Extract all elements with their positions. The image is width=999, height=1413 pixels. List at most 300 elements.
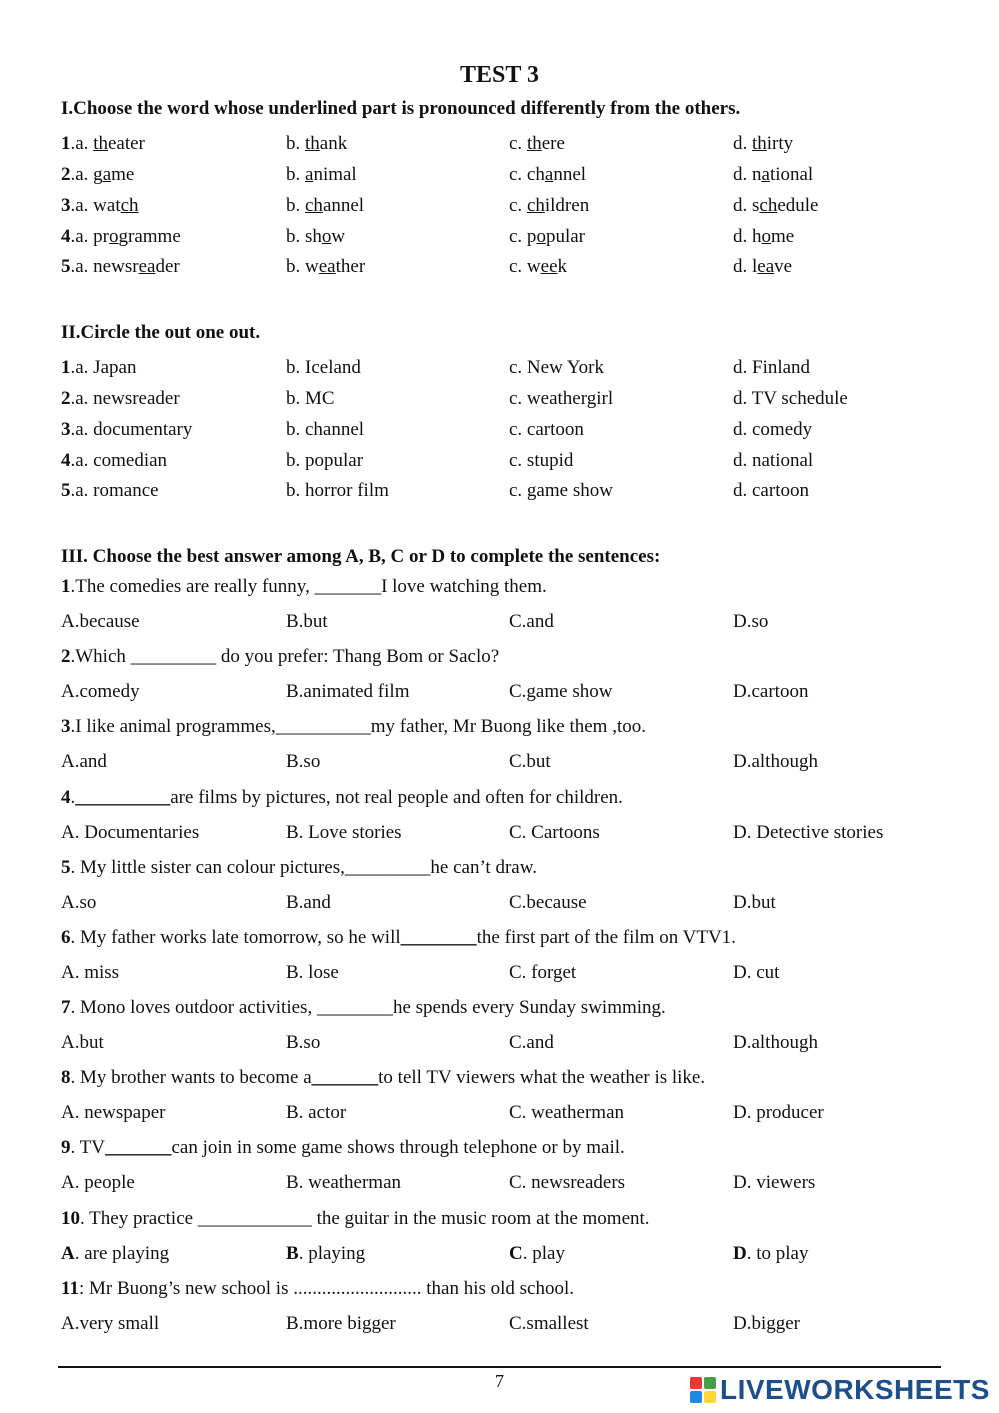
option-text: A.but [61, 1032, 104, 1053]
option-text: d. national [733, 450, 814, 471]
underlined-sound: ea [138, 256, 156, 277]
underlined-sound: o [321, 226, 332, 247]
option-text: irty [766, 133, 794, 154]
option[interactable]: 4.a. comedian [61, 450, 168, 471]
option-text: a. g [75, 164, 103, 185]
option-text: k [557, 256, 568, 277]
option-letter: D [733, 1243, 747, 1264]
underlined-sound: ea [757, 256, 775, 277]
question-number: 4 [61, 226, 71, 247]
question-separator: . [70, 576, 76, 597]
logo-square-yellow [704, 1391, 716, 1403]
option-text: B.more bigger [286, 1313, 396, 1334]
option-text: c. ch [509, 164, 545, 185]
answer-option[interactable] [509, 1313, 589, 1335]
option-text: . playing [298, 1243, 366, 1264]
question-text [61, 1137, 625, 1159]
question-row [61, 388, 961, 414]
logo-square-blue [690, 1391, 702, 1403]
option[interactable]: 3.a. documentary [61, 419, 193, 440]
option-text: a. newsreader [75, 388, 180, 409]
answer-option[interactable] [733, 751, 818, 773]
option[interactable] [509, 357, 604, 379]
option-letter: B [286, 1243, 299, 1264]
option-text: b. [286, 195, 305, 216]
question-stem: than his old school. [421, 1278, 575, 1299]
option[interactable] [509, 226, 585, 248]
underlined-sound: a [544, 164, 554, 185]
option-text: d. TV schedule [733, 388, 848, 409]
underlined-sound: a [102, 164, 112, 185]
answer-option[interactable] [733, 962, 779, 984]
underlined-sound: ch [120, 195, 139, 216]
option[interactable] [286, 480, 389, 502]
question-number: 2 [61, 164, 71, 185]
question-text [61, 857, 537, 879]
question-text [61, 927, 736, 949]
option-text: gramme [118, 226, 181, 247]
option-letter: A [61, 1243, 75, 1264]
option[interactable] [733, 450, 813, 472]
question-number: 4 [61, 787, 71, 808]
option-text: d. Finland [733, 357, 811, 378]
question-stem: do you prefer: Thang Bom or Saclo? [216, 646, 500, 667]
option[interactable]: 1.a. Japan [61, 357, 137, 378]
question-stem: can join in some game shows through telephone or by mail. [171, 1137, 625, 1158]
answer-option[interactable] [509, 1032, 554, 1054]
option-text: ere [541, 133, 565, 154]
option-text: B.but [286, 611, 328, 632]
option-text: a. pr [75, 226, 110, 247]
answer-option[interactable] [733, 822, 883, 844]
answer-options-row [61, 1102, 961, 1128]
option-text: d. cartoon [733, 480, 809, 501]
underlined-sound: o [536, 226, 546, 247]
option[interactable] [286, 388, 335, 410]
option[interactable]: 5.a. newsreader [61, 256, 180, 277]
question-number: 11 [61, 1278, 79, 1299]
section-2-heading: II.Circle the out one out. [61, 322, 261, 343]
answer-options-row [61, 822, 961, 848]
question-number: 6 [61, 927, 71, 948]
answer-option[interactable] [509, 822, 600, 844]
option-text: a. [75, 133, 94, 154]
logo-square-green [704, 1377, 716, 1389]
option-text: D. producer [733, 1102, 824, 1123]
option-text: ildren [544, 195, 590, 216]
answer-option[interactable] [61, 611, 140, 633]
question-stem: Which [75, 646, 131, 667]
option-text: A.very small [61, 1313, 160, 1334]
question-number: 5 [61, 857, 71, 878]
option-text: B. actor [286, 1102, 347, 1123]
question-separator: . [70, 857, 80, 878]
question-row [61, 226, 961, 252]
option-text: c. stupid [509, 450, 574, 471]
underlined-sound: ch [305, 195, 323, 216]
option-text: ther [335, 256, 366, 277]
answer-option[interactable] [286, 681, 409, 703]
question-row [61, 357, 961, 383]
question-text [61, 716, 646, 738]
option-text: A.and [61, 751, 107, 772]
question-text [61, 646, 499, 668]
option-text: D.although [733, 751, 818, 772]
option[interactable]: 2.a. newsreader [61, 388, 180, 409]
question-number: 4 [61, 450, 71, 471]
question-separator: . [70, 716, 76, 737]
option[interactable] [733, 419, 812, 441]
answer-blank: __________ [75, 787, 171, 808]
option-text: b. [286, 133, 305, 154]
answer-blank: _________ [130, 646, 217, 667]
answer-options-row [61, 892, 961, 918]
option-text: B.animated film [286, 681, 410, 702]
option[interactable] [509, 450, 573, 472]
option-text: b. w [286, 256, 319, 277]
option-text: der [155, 256, 180, 277]
option-text: C.but [509, 751, 551, 772]
option[interactable] [733, 357, 810, 379]
answer-option[interactable] [509, 1102, 624, 1124]
answer-option[interactable] [61, 681, 140, 703]
question-row [61, 450, 961, 476]
option-text: c. [509, 195, 527, 216]
question-stem: My father works late tomorrow, so he will [80, 927, 401, 948]
question-row [61, 256, 961, 282]
brand-name: LIVEWORKSHEETS [720, 1374, 990, 1405]
option[interactable] [733, 164, 813, 186]
answer-option[interactable] [733, 892, 776, 914]
answer-blank: ____________ [197, 1208, 312, 1229]
option-text: B. lose [286, 962, 339, 983]
option[interactable]: 2.a. game [61, 164, 135, 185]
question-number: 7 [61, 997, 71, 1018]
liveworksheets-logo[interactable] [690, 1374, 990, 1406]
option-text: tional [769, 164, 814, 185]
question-stem: Mono loves outdoor activities, [80, 997, 317, 1018]
answer-option[interactable] [733, 611, 768, 633]
answer-option[interactable] [286, 1313, 396, 1335]
answer-option[interactable] [286, 611, 328, 633]
option-text: me [111, 164, 135, 185]
underlined-sound: a [761, 164, 770, 185]
answer-option[interactable] [286, 1102, 346, 1124]
answer-option[interactable] [61, 1172, 135, 1194]
underlined-sound: o [109, 226, 119, 247]
question-text [61, 787, 623, 809]
option-text: D.although [733, 1032, 818, 1053]
option-text: annel [322, 195, 365, 216]
option-text: d. l [733, 256, 758, 277]
option-text: D. Detective stories [733, 822, 884, 843]
option-text: c. weathergirl [509, 388, 614, 409]
question-stem: TV [79, 1137, 105, 1158]
option-text: b. [286, 164, 305, 185]
option-text: . play [522, 1243, 565, 1264]
answer-option[interactable] [61, 1102, 165, 1124]
question-stem: the guitar in the music room at the moment. [311, 1208, 650, 1229]
option[interactable] [733, 226, 794, 248]
answer-blank: _______ [311, 1067, 379, 1088]
answer-blank: ________ [316, 997, 393, 1018]
option[interactable] [286, 450, 363, 472]
answer-option[interactable] [286, 1172, 401, 1194]
answer-option[interactable] [733, 1102, 824, 1124]
question-separator: . [80, 1208, 90, 1229]
option-text: C. Cartoons [509, 822, 600, 843]
question-stem: Mr Buong’s new school is [88, 1278, 294, 1299]
question-separator: . [70, 787, 76, 808]
answer-option[interactable] [286, 1243, 365, 1265]
option-text: c. p [509, 226, 537, 247]
answer-option[interactable] [286, 892, 331, 914]
option-text: b. channel [286, 419, 365, 440]
option-text: c. w [509, 256, 541, 277]
answer-option[interactable] [733, 681, 808, 703]
option-text: d. n [733, 164, 762, 185]
underlined-sound: th [305, 133, 320, 154]
option-text: . to play [746, 1243, 809, 1264]
option-text: A. people [61, 1172, 135, 1193]
answer-option[interactable] [509, 751, 551, 773]
option[interactable] [733, 195, 819, 217]
question-separator: . [70, 1067, 80, 1088]
answer-option[interactable] [509, 1172, 625, 1194]
footer-divider [58, 1366, 941, 1368]
answer-option[interactable] [509, 681, 612, 703]
answer-options-row [61, 1032, 961, 1058]
option[interactable] [286, 419, 364, 441]
option[interactable] [733, 133, 793, 155]
question-stem: My little sister can colour pictures, [80, 857, 345, 878]
answer-option[interactable] [286, 1032, 320, 1054]
option-text: c. game show [509, 480, 613, 501]
option[interactable] [286, 164, 357, 186]
question-stem: are films by pictures, not real people and often for children. [170, 787, 623, 808]
answer-option[interactable] [61, 1313, 159, 1335]
option-text: C.game show [509, 681, 613, 702]
question-stem: I like animal programmes, [75, 716, 276, 737]
answer-option[interactable] [61, 962, 119, 984]
question-stem: he can’t draw. [430, 857, 537, 878]
question-stem: The comedies are really funny, [75, 576, 315, 597]
option-text: D. viewers [733, 1172, 816, 1193]
question-number: 1 [61, 576, 71, 597]
option[interactable]: 3.a. watch [61, 195, 139, 216]
option-text: A. Documentaries [61, 822, 200, 843]
answer-options-row [61, 1172, 961, 1198]
option[interactable] [286, 357, 361, 379]
question-number: 9 [61, 1137, 71, 1158]
question-separator: . [70, 927, 80, 948]
answer-option[interactable] [509, 611, 554, 633]
option[interactable] [509, 419, 584, 441]
answer-options-row [61, 611, 961, 637]
answer-option[interactable] [733, 1243, 808, 1265]
option-text: C.and [509, 1032, 554, 1053]
answer-option[interactable] [61, 892, 96, 914]
option-text: C. weatherman [509, 1102, 625, 1123]
option[interactable] [733, 388, 848, 410]
question-number: 1 [61, 133, 71, 154]
option-text: b. MC [286, 388, 335, 409]
option-text: D.bigger [733, 1313, 801, 1334]
option-text: C.because [509, 892, 587, 913]
option-text: d. comedy [733, 419, 813, 440]
answer-option[interactable] [286, 962, 339, 984]
answer-blank: _______ [314, 576, 382, 597]
option-text: B.so [286, 751, 321, 772]
option-text: nnel [553, 164, 587, 185]
option-text: C. newsreaders [509, 1172, 626, 1193]
option-text: D.cartoon [733, 681, 809, 702]
option-text: ank [319, 133, 348, 154]
option-text: D. cut [733, 962, 780, 983]
question-row [61, 419, 961, 445]
option-text: d. h [733, 226, 762, 247]
answer-options-row [61, 681, 961, 707]
underlined-sound: th [526, 133, 542, 154]
option-text: c. cartoon [509, 419, 584, 440]
option[interactable] [733, 256, 792, 278]
question-row [61, 195, 961, 221]
option-text: C.smallest [509, 1313, 589, 1334]
question-number: 2 [61, 388, 71, 409]
underlined-sound: ch [526, 195, 545, 216]
answer-option[interactable] [509, 892, 587, 914]
question-number: 3 [61, 195, 71, 216]
question-row [61, 480, 961, 506]
answer-option[interactable] [286, 822, 402, 844]
answer-options-row [61, 962, 961, 988]
option-text: b. sh [286, 226, 322, 247]
underlined-sound: ea [318, 256, 336, 277]
option[interactable] [286, 256, 365, 278]
option-text: D.so [733, 611, 769, 632]
answer-option[interactable] [733, 1032, 818, 1054]
option-text: c. New York [509, 357, 604, 378]
option-text: me [771, 226, 795, 247]
option-text: pular [545, 226, 585, 247]
question-separator: . [70, 1137, 80, 1158]
option-text: A.comedy [61, 681, 140, 702]
answer-option[interactable] [509, 1243, 565, 1265]
answer-option[interactable] [61, 751, 107, 773]
option-text: D.but [733, 892, 776, 913]
answer-option[interactable] [61, 1032, 104, 1054]
option-text: B. Love stories [286, 822, 402, 843]
question-stem: I love watching them. [381, 576, 547, 597]
option-text: eater [107, 133, 145, 154]
question-number: 10 [61, 1208, 80, 1229]
option-text: B.and [286, 892, 331, 913]
logo-square-red [690, 1377, 702, 1389]
option-text: b. Iceland [286, 357, 361, 378]
question-stem: to tell TV viewers what the weather is like. [378, 1067, 706, 1088]
page-number: 7 [495, 1371, 504, 1391]
option-text: ve [774, 256, 793, 277]
option[interactable] [509, 256, 567, 278]
option-letter: C [509, 1243, 523, 1264]
option-text: d. s [733, 195, 760, 216]
option[interactable] [509, 133, 565, 155]
question-number: 5 [61, 480, 71, 501]
question-number: 2 [61, 646, 71, 667]
option[interactable]: 5.a. romance [61, 480, 159, 501]
option-text: A.because [61, 611, 140, 632]
answer-option[interactable] [61, 822, 199, 844]
option-text: b. horror film [286, 480, 389, 501]
question-number: 1 [61, 357, 71, 378]
question-stem: They practice [89, 1208, 198, 1229]
underlined-sound: o [761, 226, 771, 247]
answer-option[interactable] [286, 751, 320, 773]
question-stem: My brother wants to become a [80, 1067, 312, 1088]
option[interactable] [509, 388, 613, 410]
option[interactable] [286, 133, 347, 155]
option[interactable] [286, 226, 345, 248]
option[interactable] [509, 480, 613, 502]
option[interactable]: 4.a. programme [61, 226, 181, 247]
option-text: b. popular [286, 450, 364, 471]
option-text: A. miss [61, 962, 120, 983]
question-text [61, 576, 547, 598]
option-text: edule [777, 195, 819, 216]
question-number: 8 [61, 1067, 71, 1088]
liveworksheets-logo-icon [690, 1377, 716, 1403]
option[interactable] [509, 164, 586, 186]
option-text: C.and [509, 611, 554, 632]
option-text: w [331, 226, 346, 247]
underlined-sound: ch [759, 195, 778, 216]
option-text: A. newspaper [61, 1102, 166, 1123]
option-text: a. newsr [75, 256, 139, 277]
question-row [61, 164, 961, 190]
underlined-sound: th [93, 133, 108, 154]
section-1-heading: I.Choose the word whose underlined part is pronounced differently from the others. [61, 98, 741, 119]
answer-option[interactable] [733, 1313, 800, 1335]
question-text [61, 1208, 650, 1230]
underlined-sound: th [752, 133, 767, 154]
option-text: B. weatherman [286, 1172, 402, 1193]
option-text: d. [733, 133, 752, 154]
option-text: A.so [61, 892, 97, 913]
option[interactable] [286, 195, 364, 217]
question-number: 3 [61, 419, 71, 440]
option-text: B.so [286, 1032, 321, 1053]
question-text [61, 1278, 574, 1300]
answer-option[interactable] [509, 962, 576, 984]
answer-option[interactable] [61, 1243, 169, 1265]
answer-options-row [61, 1243, 961, 1269]
question-stem: he spends every Sunday swimming. [392, 997, 666, 1018]
option-text: . are playing [74, 1243, 170, 1264]
question-separator: . [70, 646, 76, 667]
answer-blank: _______ [105, 1137, 172, 1158]
option[interactable] [733, 480, 809, 502]
question-row [61, 133, 961, 159]
section-3-heading: III. Choose the best answer among A, B, C or D to complete the sentences: [61, 546, 661, 567]
option-text: a. wat [75, 195, 121, 216]
option[interactable]: 1.a. theater [61, 133, 145, 154]
question-separator: : [78, 1278, 89, 1299]
answer-blank: _________ [344, 857, 431, 878]
option[interactable] [509, 195, 589, 217]
answer-option[interactable] [733, 1172, 815, 1194]
underlined-sound: a [305, 164, 314, 185]
answer-options-row [61, 751, 961, 777]
